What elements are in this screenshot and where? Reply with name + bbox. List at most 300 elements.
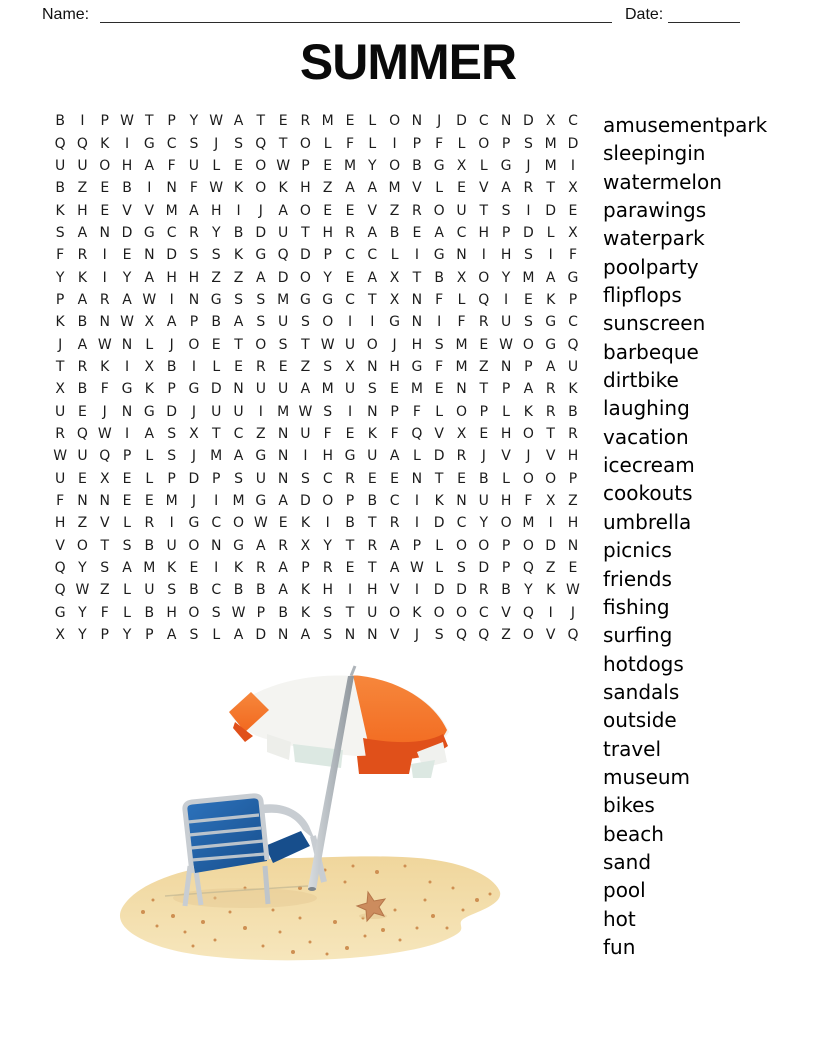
grid-cell: I xyxy=(570,157,576,174)
grid-cell: S xyxy=(367,381,377,398)
grid-cell: L xyxy=(412,448,421,465)
grid-cell: D xyxy=(210,381,222,398)
grid-cell: E xyxy=(189,560,199,577)
grid-cell: L xyxy=(435,403,444,420)
grid-cell: G xyxy=(210,291,222,308)
grid-cell: M xyxy=(455,358,468,375)
grid-cell: F xyxy=(412,403,421,420)
grid-cell: V xyxy=(389,627,400,644)
grid-cell: D xyxy=(567,135,579,152)
grid-cell: D xyxy=(433,582,445,599)
grid-cell: Y xyxy=(323,537,332,554)
grid-cell: A xyxy=(367,224,378,241)
grid-cell: B xyxy=(77,381,88,398)
word-list-item: cookouts xyxy=(603,481,693,506)
grid-cell: P xyxy=(501,381,511,398)
grid-cell: X xyxy=(545,493,556,510)
beach-scene-illustration xyxy=(95,660,515,980)
sand-speckle xyxy=(171,914,175,918)
grid-cell: A xyxy=(122,560,132,577)
grid-cell: A xyxy=(545,269,556,286)
grid-cell: W xyxy=(276,157,291,174)
grid-cell: U xyxy=(567,358,579,375)
grid-cell: R xyxy=(367,537,378,554)
sand-speckle xyxy=(184,931,187,934)
grid-cell: O xyxy=(255,157,267,174)
word-list-item: parawings xyxy=(603,198,707,223)
grid-cell: S xyxy=(211,604,221,621)
grid-cell: T xyxy=(434,470,444,487)
grid-cell: N xyxy=(367,627,378,644)
grid-cell: O xyxy=(255,180,267,197)
page-title: SUMMER xyxy=(299,34,517,90)
grid-cell: X xyxy=(55,381,65,398)
grid-cell: H xyxy=(478,224,490,241)
word-list-item: picnics xyxy=(603,538,672,563)
grid-cell: O xyxy=(433,202,445,219)
grid-cell: Y xyxy=(368,157,377,174)
grid-cell: P xyxy=(167,113,176,130)
grid-cell: W xyxy=(75,582,90,599)
grid-cell: Z xyxy=(211,269,222,286)
grid-cell: R xyxy=(77,358,88,375)
grid-cell: P xyxy=(100,113,109,130)
grid-cell: S xyxy=(256,314,266,331)
grid-cell: W xyxy=(209,113,224,130)
grid-cell: W xyxy=(142,291,157,308)
grid-cell: R xyxy=(55,425,66,442)
grid-cell: N xyxy=(99,314,110,331)
grid-cell: S xyxy=(256,291,266,308)
grid-cell: D xyxy=(478,560,490,577)
grid-cell: K xyxy=(546,582,556,599)
grid-cell: I xyxy=(236,202,241,219)
word-list-item: pool xyxy=(603,878,646,903)
grid-cell: D xyxy=(166,403,178,420)
grid-cell: O xyxy=(322,314,334,331)
grid-cell: Q xyxy=(54,135,66,152)
grid-cell: F xyxy=(323,425,332,442)
grid-cell: R xyxy=(545,381,556,398)
grid-cell: M xyxy=(165,202,178,219)
grid-cell: Y xyxy=(78,604,87,621)
grid-cell: S xyxy=(189,627,199,644)
grid-cell: D xyxy=(166,247,178,264)
grid-cell: T xyxy=(278,135,288,152)
grid-cell: B xyxy=(55,113,65,130)
sand-speckle xyxy=(291,950,295,954)
grid-cell: X xyxy=(568,180,578,197)
grid-cell: G xyxy=(389,314,401,331)
grid-cell: E xyxy=(367,470,377,487)
grid-cell: G xyxy=(545,314,557,331)
grid-cell: U xyxy=(500,314,512,331)
grid-cell: A xyxy=(300,627,311,644)
grid-cell: X xyxy=(568,224,578,241)
grid-cell: P xyxy=(501,224,511,241)
grid-cell: E xyxy=(144,493,154,510)
grid-cell: S xyxy=(189,247,199,264)
grid-cell: T xyxy=(479,381,489,398)
sand-speckle xyxy=(309,941,312,944)
grid-cell: L xyxy=(457,135,466,152)
grid-cell: A xyxy=(278,582,288,599)
grid-cell: G xyxy=(188,381,200,398)
grid-cell: E xyxy=(122,493,132,510)
grid-cell: T xyxy=(301,336,310,353)
grid-cell: C xyxy=(456,515,467,532)
grid-cell: P xyxy=(55,291,65,308)
grid-cell: Z xyxy=(478,358,489,375)
grid-cell: M xyxy=(210,448,223,465)
grid-cell: A xyxy=(389,537,400,554)
grid-cell: E xyxy=(78,470,87,487)
grid-cell: L xyxy=(502,403,510,420)
grid-cell: L xyxy=(435,537,444,554)
grid-cell: N xyxy=(99,224,110,241)
grid-cell: T xyxy=(234,336,243,353)
date-label: Date: xyxy=(625,6,664,23)
grid-cell: E xyxy=(345,202,355,219)
grid-cell: E xyxy=(78,403,87,420)
grid-cell: A xyxy=(367,180,378,197)
grid-cell: J xyxy=(526,157,531,174)
grid-cell: I xyxy=(414,515,419,532)
grid-cell: H xyxy=(322,582,333,599)
word-list-item: fun xyxy=(603,934,636,959)
sand-speckle xyxy=(279,931,282,934)
grid-cell: A xyxy=(278,202,288,219)
grid-cell: P xyxy=(189,314,199,331)
grid-cell: D xyxy=(300,247,311,264)
sand-speckle xyxy=(201,920,205,924)
grid-cell: L xyxy=(368,113,377,130)
grid-cell: N xyxy=(166,180,177,197)
grid-cell: B xyxy=(233,224,244,241)
word-list-item: sandals xyxy=(603,679,680,704)
grid-cell: W xyxy=(231,604,246,621)
grid-cell: B xyxy=(166,358,177,375)
grid-cell: C xyxy=(478,113,489,130)
grid-cell: U xyxy=(166,537,177,554)
grid-cell: T xyxy=(412,269,422,286)
word-list-item: museum xyxy=(603,764,691,789)
grid-cell: E xyxy=(234,157,243,174)
sand-speckle xyxy=(344,881,347,884)
grid-cell: B xyxy=(501,582,511,599)
grid-cell: A xyxy=(77,291,88,308)
grid-cell: M xyxy=(544,135,557,152)
grid-cell: U xyxy=(456,202,467,219)
sand-speckle xyxy=(192,945,195,948)
grid-cell: A xyxy=(523,381,534,398)
grid-cell: S xyxy=(501,202,511,219)
grid-cell: R xyxy=(255,358,266,375)
grid-cell: S xyxy=(167,582,177,599)
name-label: Name: xyxy=(42,6,90,23)
grid-cell: M xyxy=(522,269,535,286)
grid-cell: H xyxy=(188,269,200,286)
grid-cell: B xyxy=(412,157,422,174)
grid-cell: K xyxy=(55,314,65,331)
grid-cell: U xyxy=(211,403,222,420)
grid-cell: U xyxy=(55,403,66,420)
grid-cell: P xyxy=(167,381,176,398)
grid-cell: X xyxy=(55,627,65,644)
grid-cell: D xyxy=(522,113,534,130)
grid-cell: H xyxy=(121,157,133,174)
grid-cell: A xyxy=(233,314,244,331)
grid-cell: P xyxy=(501,135,511,152)
grid-cell: U xyxy=(55,157,66,174)
grid-cell: S xyxy=(122,537,132,554)
date-input-line[interactable] xyxy=(668,3,740,23)
grid-cell: S xyxy=(323,604,333,621)
grid-cell: N xyxy=(500,113,512,130)
grid-cell: D xyxy=(545,202,557,219)
grid-cell: L xyxy=(457,291,466,308)
word-list-item: amusementpark xyxy=(603,113,768,137)
grid-cell: R xyxy=(189,224,199,241)
grid-cell: S xyxy=(234,470,243,487)
grid-cell: G xyxy=(545,336,557,353)
grid-cell: O xyxy=(322,493,334,510)
grid-cell: M xyxy=(388,180,401,197)
grid-cell: Z xyxy=(99,582,110,599)
grid-cell: X xyxy=(456,157,467,174)
grid-cell: S xyxy=(323,627,333,644)
sand-speckle xyxy=(141,910,145,914)
sand-speckle xyxy=(152,899,155,902)
grid-cell: L xyxy=(212,627,221,644)
grid-cell: T xyxy=(55,358,65,375)
grid-cell: R xyxy=(412,202,422,219)
sand-speckle xyxy=(404,865,407,868)
grid-cell: H xyxy=(389,358,400,375)
sand-speckle xyxy=(262,945,265,948)
grid-cell: N xyxy=(456,381,467,398)
grid-cell: I xyxy=(370,314,375,331)
grid-cell: Q xyxy=(567,336,579,353)
grid-cell: C xyxy=(345,291,355,308)
grid-cell: Z xyxy=(322,180,333,197)
grid-cell: E xyxy=(523,291,533,308)
grid-cell: K xyxy=(233,180,244,197)
grid-cell: U xyxy=(255,470,266,487)
word-list-item: bikes xyxy=(603,793,655,818)
grid-cell: I xyxy=(102,247,107,264)
grid-cell: I xyxy=(191,358,196,375)
grid-cell: M xyxy=(277,403,290,420)
grid-cell: E xyxy=(434,381,444,398)
grid-cell: D xyxy=(300,493,311,510)
grid-cell: S xyxy=(167,448,177,465)
grid-cell: N xyxy=(567,537,579,554)
grid-cell: L xyxy=(212,358,221,375)
grid-cell: S xyxy=(323,403,333,420)
grid-cell: B xyxy=(256,582,266,599)
grid-cell: T xyxy=(479,202,489,219)
grid-cell: T xyxy=(145,113,154,130)
grid-cell: G xyxy=(567,269,579,286)
word-list-item: sunscreen xyxy=(603,311,706,336)
grid-cell: V xyxy=(367,202,378,219)
grid-cell: K xyxy=(300,515,310,532)
grid-cell: H xyxy=(166,604,177,621)
grid-cell: E xyxy=(100,202,110,219)
grid-cell: Q xyxy=(76,425,88,442)
grid-cell: I xyxy=(481,247,486,264)
grid-cell: E xyxy=(479,425,489,442)
grid-cell: M xyxy=(232,493,245,510)
grid-cell: P xyxy=(345,493,355,510)
grid-cell: C xyxy=(389,493,400,510)
grid-cell: K xyxy=(434,493,444,510)
grid-cell: B xyxy=(345,515,355,532)
grid-cell: L xyxy=(123,515,131,532)
grid-cell: U xyxy=(367,604,378,621)
grid-cell: J xyxy=(414,627,419,644)
grid-cell: P xyxy=(122,448,132,465)
grid-cell: U xyxy=(367,448,378,465)
word-list-item: sleepingin xyxy=(603,141,706,166)
grid-cell: P xyxy=(412,135,422,152)
grid-cell: Y xyxy=(323,269,332,286)
grid-cell: V xyxy=(389,582,400,599)
grid-cell: L xyxy=(212,157,221,174)
sand-speckle xyxy=(429,881,432,884)
grid-cell: O xyxy=(188,336,200,353)
grid-cell: I xyxy=(214,493,219,510)
grid-cell: O xyxy=(299,135,311,152)
grid-cell: O xyxy=(455,537,467,554)
grid-cell: H xyxy=(500,247,512,264)
grid-cell: E xyxy=(345,269,355,286)
grid-cell: I xyxy=(124,358,130,375)
grid-cell: G xyxy=(143,224,155,241)
grid-cell: E xyxy=(211,336,221,353)
grid-cell: W xyxy=(120,314,134,331)
grid-cell: A xyxy=(233,113,244,130)
grid-cell: E xyxy=(568,202,578,219)
grid-cell: I xyxy=(214,560,219,577)
grid-cell: R xyxy=(300,113,311,130)
grid-cell: R xyxy=(77,247,88,264)
grid-cell: I xyxy=(414,582,419,599)
grid-cell: J xyxy=(191,493,196,510)
grid-cell: R xyxy=(545,403,556,420)
grid-cell: V xyxy=(144,202,155,219)
grid-cell: S xyxy=(234,135,243,152)
grid-cell: C xyxy=(211,515,222,532)
grid-cell: S xyxy=(189,135,199,152)
sand-speckle xyxy=(381,928,385,932)
grid-cell: I xyxy=(414,247,419,264)
grid-cell: A xyxy=(367,269,378,286)
grid-cell: W xyxy=(298,403,313,420)
grid-cell: A xyxy=(501,180,511,197)
grid-cell: A xyxy=(233,627,244,644)
grid-cell: W xyxy=(97,425,112,442)
word-list-item: laughing xyxy=(603,396,690,421)
grid-cell: W xyxy=(253,515,268,532)
grid-cell: S xyxy=(300,470,310,487)
grid-cell: O xyxy=(522,336,534,353)
grid-cell: D xyxy=(456,113,467,130)
sand-speckle xyxy=(462,909,465,912)
grid-cell: A xyxy=(166,627,177,644)
grid-cell: K xyxy=(300,582,310,599)
grid-cell: B xyxy=(55,180,65,197)
grid-cell: U xyxy=(255,381,266,398)
sand-speckle xyxy=(333,920,337,924)
grid-cell: R xyxy=(99,291,110,308)
grid-cell: Y xyxy=(524,582,533,599)
grid-cell: G xyxy=(322,291,334,308)
grid-cell: L xyxy=(123,582,131,599)
grid-cell: W xyxy=(499,336,513,353)
grid-cell: L xyxy=(123,604,131,621)
grid-cell: B xyxy=(434,269,444,286)
grid-cell: H xyxy=(500,493,512,510)
grid-cell: T xyxy=(256,113,266,130)
grid-cell: P xyxy=(323,247,332,264)
grid-cell: R xyxy=(278,537,288,554)
grid-cell: P xyxy=(100,627,109,644)
grid-cell: N xyxy=(277,448,289,465)
grid-cell: Q xyxy=(478,627,490,644)
grid-cell: R xyxy=(568,425,578,442)
grid-cell: H xyxy=(54,515,66,532)
grid-cell: O xyxy=(522,470,534,487)
grid-cell: C xyxy=(568,314,578,331)
grid-cell: L xyxy=(145,336,154,353)
word-search-grid xyxy=(49,110,584,646)
grid-cell: G xyxy=(255,448,267,465)
grid-cell: V xyxy=(501,448,511,465)
word-list-item: icecream xyxy=(603,453,695,478)
grid-cell: J xyxy=(258,202,263,219)
name-input-line[interactable] xyxy=(100,3,612,23)
sand-speckle xyxy=(375,870,379,874)
grid-cell: U xyxy=(478,493,489,510)
grid-cell: E xyxy=(278,515,288,532)
grid-cell: X xyxy=(99,470,110,487)
grid-cell: U xyxy=(300,425,311,442)
grid-cell: H xyxy=(367,582,378,599)
grid-cell: N xyxy=(456,247,467,264)
grid-cell: O xyxy=(522,425,534,442)
grid-cell: L xyxy=(502,470,510,487)
grid-cell: F xyxy=(435,135,444,152)
grid-cell: T xyxy=(546,180,555,197)
grid-cell: O xyxy=(389,113,401,130)
grid-cell: A xyxy=(345,180,355,197)
sand-speckle xyxy=(416,927,419,930)
grid-cell: U xyxy=(277,314,289,331)
grid-cell: N xyxy=(411,314,423,331)
grid-cell: O xyxy=(99,157,111,174)
grid-cell: N xyxy=(277,627,289,644)
word-list-item: hot xyxy=(603,906,636,931)
grid-cell: F xyxy=(100,381,109,398)
grid-cell: N xyxy=(121,336,133,353)
grid-cell: S xyxy=(300,314,310,331)
grid-cell: Z xyxy=(256,425,266,442)
grid-cell: K xyxy=(367,425,377,442)
grid-cell: I xyxy=(169,291,174,308)
grid-cell: F xyxy=(457,314,466,331)
